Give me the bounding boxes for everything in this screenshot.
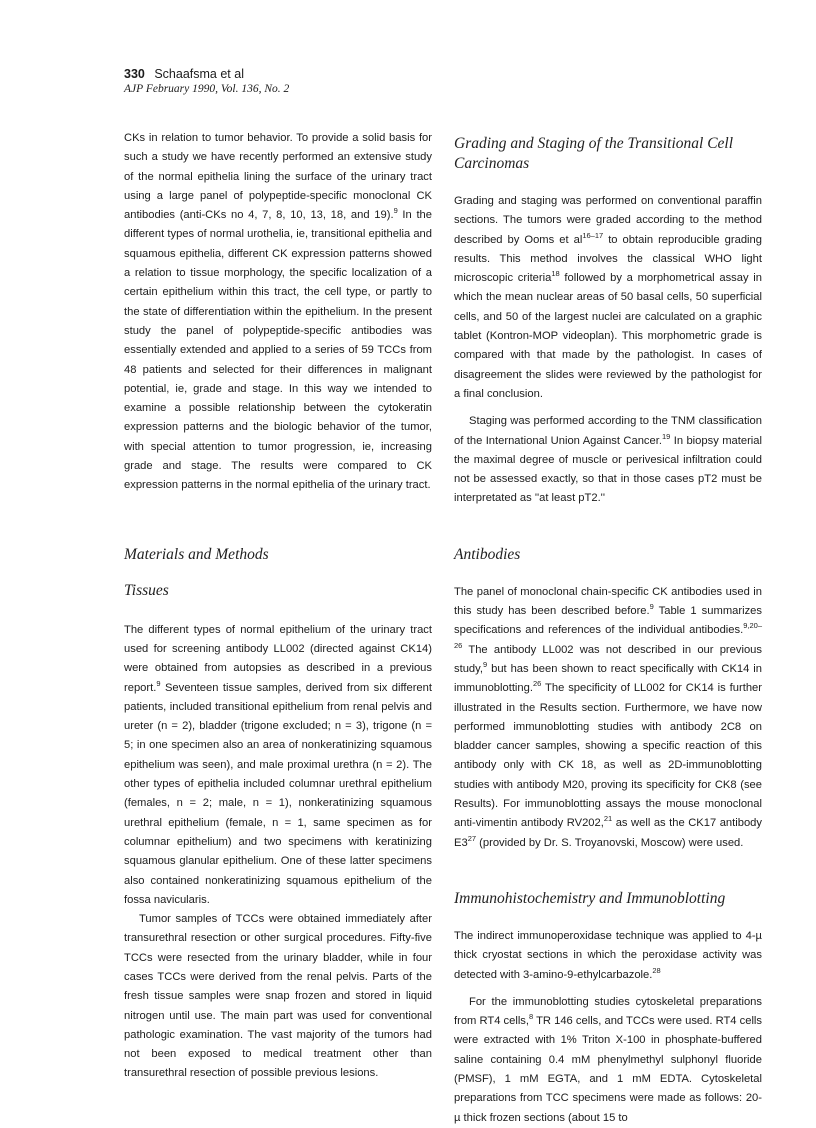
citation-ref: 8: [529, 1012, 534, 1022]
intro-paragraph: CKs in relation to tumor behavior. To provide a solid basis for such a study we have recently performed an extensive study of the normal epithelia lining the surface of the urinary tract using a large panel of polypeptide-specific monoclonal CK antibodies (anti-CKs no 4, 7, 8, 10, 13, 18, and 19).$^9$ In the different types of normal urothelia, ie, transitional epithelia and squamous epithelia, different CK expression patterns showed a relation to tissue morphology, the specific localization of a certain epithelium within this tract, the cell type, or partly to the state of differentiation within the epithelium. In the present study the panel of polypeptide-specific antibodies was essentially extended and applied to a series of 59 TCCs from 48 patients and selected for their differences in malignant potential, ie, grade and stage. In this way we intended to examine a possible relationship between the cytokeratin expression patterns and the biologic behavior of the tumor, with special attention to tumor progression, ie, increasing grade and stage. The results were compared to CK expression patterns in the normal epithelia of the urinary tract.: [124, 132, 432, 492]
citation-ref: 26: [532, 679, 542, 689]
citation-ref: 9: [649, 602, 654, 612]
immuno-paragraph-1: The indirect immunoperoxidase technique was applied to 4-µ thick cryostat sections in which the peroxidase activity was detected with 3-amino-9-ethylcarbazole.$^{28}$: [454, 929, 762, 981]
citation-ref: 9: [483, 659, 488, 669]
header-line: [124, 66, 524, 82]
journal-citation: AJP February 1990, Vol. 136, No. 2: [124, 83, 290, 95]
citation-ref: 16–17: [582, 230, 604, 240]
citation-ref: 21: [603, 814, 613, 824]
immuno-paragraph-2: For the immunoblotting studies cytoskeletal preparations from RT4 cells,$^8$ TR 146 cells, and TCCs were used. RT4 cells were extracted with 1% Triton X-100 in phosphate-buffered saline containing 0.4 mM phenylmethyl sulphonyl fluoride (PMSF), 1 mM EGTA, and 1 mM EDTA. Cytoskeletal preparations from TCC specimens were made as follows: 20-µ thick frozen sections (about 15 to: [454, 995, 763, 1124]
heading-grading-staging: Grading and Staging of the Transitional Cell Carcinomas: [454, 135, 734, 172]
heading-immunohistochemistry: Immunohistochemistry and Immunoblotting: [454, 889, 726, 907]
citation-ref: 27: [467, 833, 477, 843]
page-number: 330: [124, 67, 145, 81]
heading-antibodies: Antibodies: [454, 545, 521, 563]
citation-ref: 9: [156, 678, 161, 688]
left-column: [124, 129, 432, 1084]
citation-ref: 9: [393, 206, 398, 216]
citation-ref: 18: [551, 269, 560, 279]
running-header: [124, 66, 524, 97]
citation-ref: 28: [652, 965, 661, 975]
citation-ref: 9,20–26: [454, 621, 762, 650]
tissues-paragraph-2: Tumor samples of TCCs were obtained immediately after transurethral resection or other surgical procedures. Fifty-five TCCs were resected from the urinary bladder, while in four cases TCCs were derived from the renal pelvis. Parts of the fresh tissue samples were snap frozen and stored in liquid nitrogen until use. The main part was used for conventional pathologic examination. The vast majority of the tumors had not been exposed to medical treatment other than transurethral resection of possible previous lesions.: [124, 913, 432, 1080]
antibodies-paragraph: The panel of monoclonal chain-specific CK antibodies used in this study has been described before.$^9$ Table 1 summarizes specifications and references of the individual antibodies.$^{9,20-26}$ The antibody LL002 was not described in our previous study,$^9$ but has been shown to react specifically with CK14 in immunoblotting.$^{26}$ The specificity of LL002 for CK14 is further illustrated in the Results section. Furthermore, we have now performed immunoblotting studies with antibody 2C8 on bladder cancer samples, showing a specific reaction of this antibody only with CK 18, as well as 2D-immunoblotting studies with antibody M20, proving its specificity for CK8 (see Results). For immunoblotting assays the mouse monoclonal anti-vimentin antibody RV202,21 as well as the CK17 antibody $E3^{27}$ (provided by Dr. S. Troyanovski, Moscow) were used.: [454, 585, 762, 849]
grading-paragraph-1: Grading and staging was performed on conventional paraffin sections. The tumors were graded according to the method described by Ooms et $al^{16-17}$ to obtain reproducible grading results. This method involves the classical WHO light microscopic criteria$^{18}$ followed by a morphometrical assay in which the mean nuclear areas of 50 basal cells, 50 superficial cells, and 50 of the largest nuclei are calculated on a graphic tablet (Kontron-MOP videoplan). This morphometric grade is compared with that made by the pathologist. In cases of disagreement the slides were reviewed by the pathologist for a final conclusion.: [454, 195, 762, 400]
running-authors: Schaafsma et al: [154, 67, 244, 81]
heading-materials-methods: Materials and Methods: [124, 545, 269, 563]
tissues-paragraph-1: The different types of normal epithelium of the urinary tract used for screening antibody LL002 (directed against CK14) were obtained from autopsies as described in a previous report.$^9$ Seventeen tissue samples, derived from six different patients, included transitional epithelium from renal pelvis and ureter (n = 2), bladder (trigone excluded; n = 3), trigone (n = 5; in one specimen also an area of nonkeratinizing squamous epithelium was seen), and male proximal urethra (n = 2). The other types of epithelia included columnar urethral epithelium (females, n = 2; male, n = 1), nonkeratinizing squamous urethral epithelium (female, n = 1, same specimen as for columnar epithelium) and two specimens with keratinizing squamous glanular epithelium. One of these latter specimens also contained nonkeratinizing squamous epithelium of the fossa navicularis.: [124, 623, 432, 906]
right-column: [454, 129, 762, 1128]
heading-tissues: Tissues: [124, 581, 169, 599]
citation-ref: 19: [661, 431, 671, 441]
grading-paragraph-2: Staging was performed according to the TNM classification of the International Union Against Cancer.$^{19}$ In biopsy material the maximal degree of muscle or perivesical infiltration could not be assessed exactly, so that in those cases pT2 must be interpretated as ''at least pT2.'': [454, 415, 762, 505]
